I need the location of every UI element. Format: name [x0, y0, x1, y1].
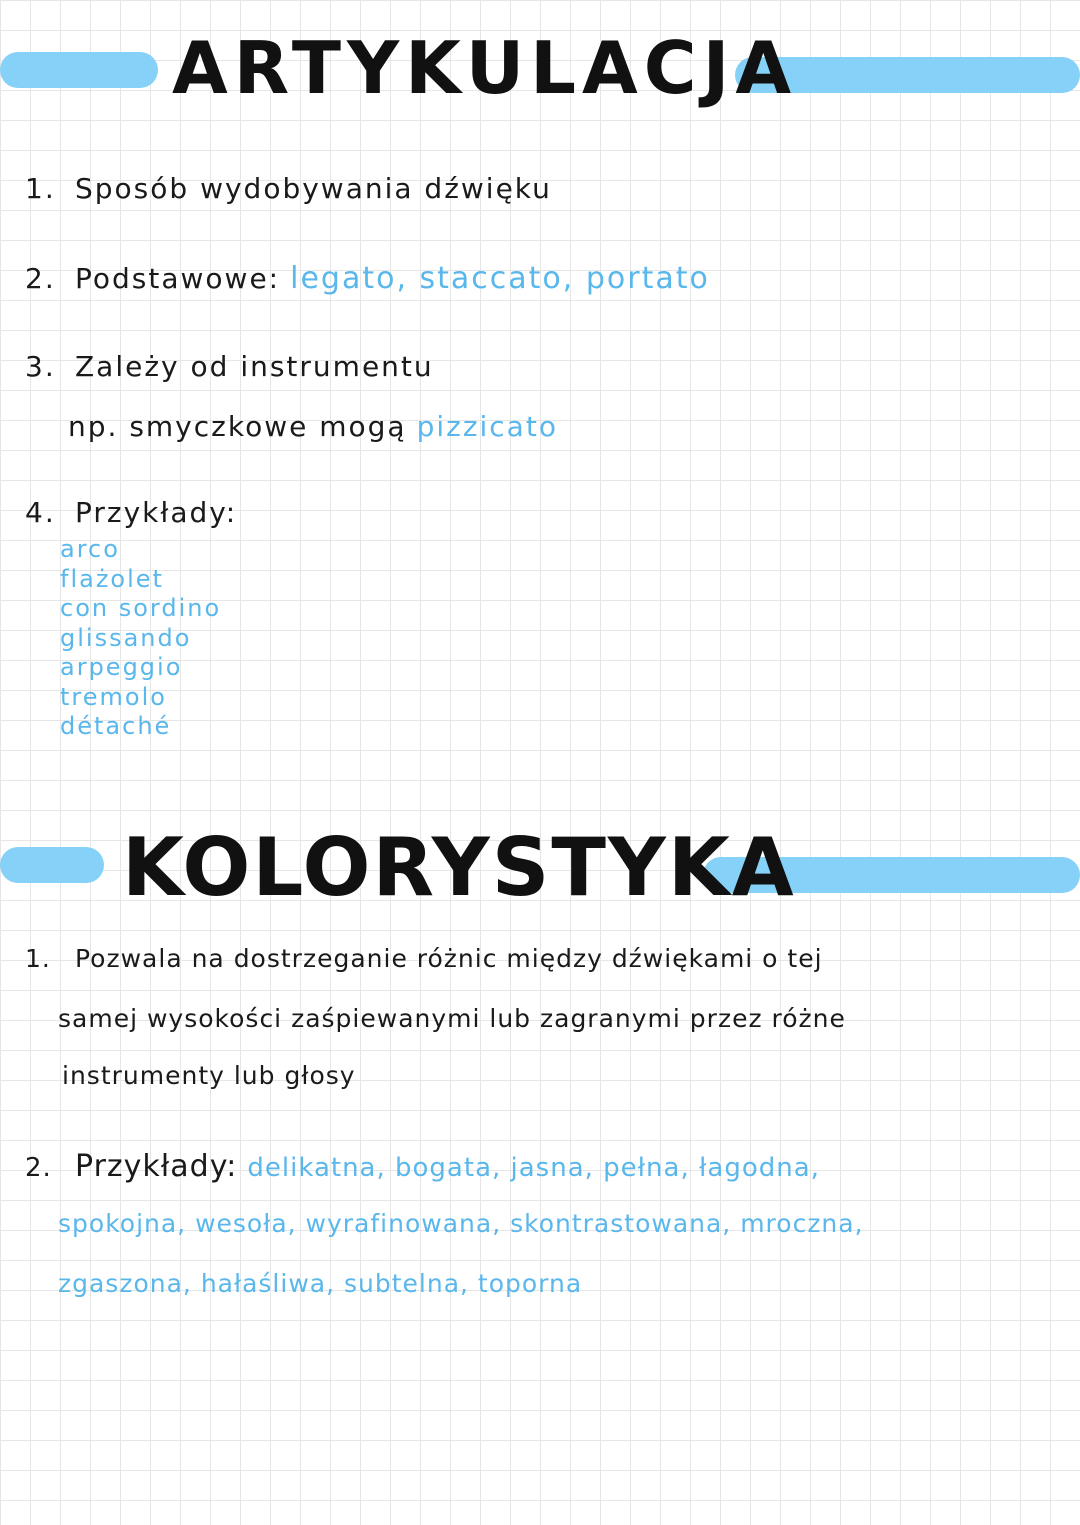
item-number: 2.	[25, 1153, 52, 1183]
kolorystyka-item-2-line-3: zgaszona, hałaśliwa, subtelna, toporna	[58, 1269, 583, 1298]
list-item: tremolo	[60, 682, 167, 711]
kolorystyka-item-2-line-2: spokojna, wesoła, wyrafinowana, skontrastowana, mroczna,	[58, 1209, 864, 1238]
highlight-bar-left	[0, 847, 104, 883]
item-label: Podstawowe:	[75, 262, 281, 295]
kolorystyka-item-1-line-3: instrumenty lub głosy	[62, 1061, 356, 1090]
section-title-kolorystyka: KOLORYSTYKA	[122, 821, 796, 914]
artykulacja-item-4	[25, 498, 237, 529]
item-line: Pozwala na dostrzeganie różnic między dźwiękami o tej	[75, 944, 823, 973]
artykulacja-examples-list	[60, 535, 221, 742]
note-prefix: np. smyczkowe mogą	[68, 410, 407, 443]
item-number: 1.	[25, 172, 56, 205]
note-value: pizzicato	[416, 410, 558, 443]
artykulacja-item-1	[25, 174, 552, 205]
list-item: glissando	[60, 623, 192, 652]
list-item: arco	[60, 535, 120, 563]
item-number: 1.	[25, 944, 51, 973]
item-number: 3.	[25, 350, 56, 383]
list-item: arpeggio	[60, 653, 183, 681]
kolorystyka-item-1	[25, 945, 823, 973]
list-item: con sordino	[60, 594, 222, 622]
item-values: delikatna, bogata, jasna, pełna, łagodna,	[247, 1153, 820, 1183]
item-text: Zależy od instrumentu	[75, 350, 434, 383]
list-item: détaché	[60, 712, 172, 740]
highlight-bar-left	[0, 52, 158, 88]
list-item: flażolet	[60, 564, 164, 593]
kolorystyka-item-2	[25, 1150, 820, 1183]
item-text: Sposób wydobywania dźwięku	[75, 172, 552, 205]
section-title-artykulacja: ARTYKULACJA	[172, 26, 798, 110]
kolorystyka-item-1-line-2: samej wysokości zaśpiewanymi lub zagranymi przez różne	[58, 1004, 846, 1033]
item-label: Przykłady:	[75, 496, 238, 529]
item-number: 2.	[25, 262, 56, 295]
item-label: Przykłady:	[75, 1149, 238, 1184]
artykulacja-item-3	[25, 352, 434, 383]
artykulacja-note	[68, 412, 558, 443]
item-number: 4.	[25, 496, 56, 529]
artykulacja-item-2	[25, 262, 710, 295]
item-values: legato, staccato, portato	[290, 261, 710, 296]
